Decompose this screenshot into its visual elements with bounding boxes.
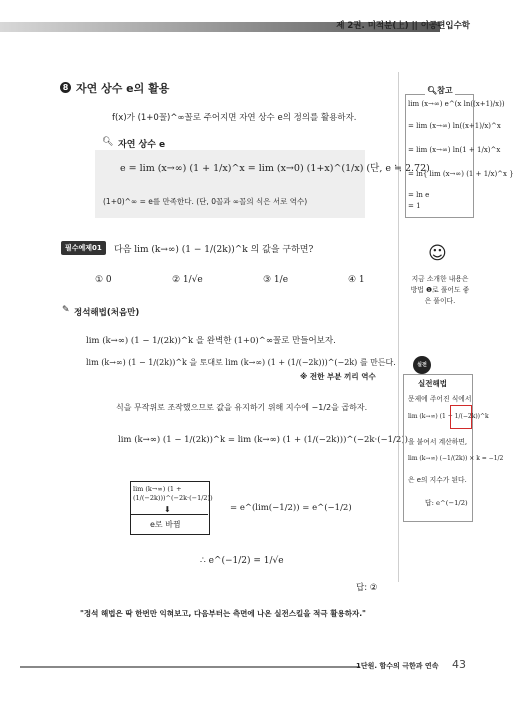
tip-badge: 실전 [413, 356, 431, 374]
pencil-icon: ✎ [62, 305, 70, 315]
footer-chapter: 1단원. 함수의 극한과 연속 [356, 662, 439, 670]
magnifier-icon: 🔍︎ [102, 137, 114, 147]
box-top: lim (k→∞) (1 + (1/(−2k)))^(−2k·(−1/2)) [133, 485, 213, 502]
solution-line-3: 식을 무작위로 조작했으므로 값을 유지하기 위해 지수에 −1/2을 곱하자. [116, 403, 368, 412]
ref-line-3: = lim (x→∞) ln(1 + 1/x)^x [408, 146, 501, 154]
solution-heading: 정석해법(처음만) [74, 308, 140, 318]
solution-line-5: = e^(lim(−1/2)) = e^(−1/2) [230, 503, 352, 513]
definition-heading: 자연 상수 e [118, 140, 166, 150]
choice-1: ① 0 [95, 275, 112, 285]
section-title: 자연 상수 e의 활용 [76, 82, 170, 95]
header-title: 제 2권. 미적분(上) || 이공편입수학 [336, 21, 470, 31]
tip-line-4: lim (k→∞) (−1/(2k)) × k = −1/2 [408, 455, 504, 462]
solution-line-2: lim (k→∞) (1 − 1/(2k))^k 을 토대로 lim (k→∞) (1 + (1/(−2k)))^(−2k) 를 만든다. [86, 358, 396, 367]
ref-line-4: = ln{ lim (x→∞) (1 + 1/x)^x } [408, 170, 514, 178]
choice-3: ③ 1/e [263, 275, 289, 285]
student-icon: ☺ [428, 243, 447, 264]
section-number: 8 [60, 82, 71, 93]
down-arrow-icon: ⬇ [164, 505, 171, 514]
intro-text: f(x)가 (1+0꼴)^∞꼴로 주어지면 자연 상수 e의 정의를 활용하자. [112, 113, 357, 123]
column-divider [398, 72, 399, 582]
definition-formula: e = lim (x→∞) (1 + 1/x)^x = lim (x→0) (1+x)^(1/x) (단, e ≒ 2.72) [120, 163, 430, 174]
ref-line-2: = lim (x→∞) ln((x+1)/x)^x [408, 122, 501, 130]
footer-bar [20, 666, 360, 668]
tip-line-3: 을 붙여서 계산하면, [408, 438, 468, 446]
definition-note: (1+0)^∞ = e를 만족한다. (단, 0꼴과 ∞꼴의 식은 서로 역수) [103, 197, 308, 206]
ref-line-6: = 1 [408, 202, 421, 210]
answer: 답: ② [356, 583, 378, 593]
solution-line-1: lim (k→∞) (1 − 1/(2k))^k 을 완벽한 (1+0)^∞꼴로 만들어보자. [86, 336, 336, 346]
example-question: 다음 lim (k→∞) (1 − 1/(2k))^k 의 값을 구하면? [114, 245, 314, 255]
closing-quote: "정석 해법은 딱 한번만 익혀보고, 다음부터는 측면에 나온 실전스킬을 적극 활용하자." [80, 609, 366, 618]
choice-4: ④ 1 [348, 275, 365, 285]
tip-title: 실전해법 [418, 379, 447, 388]
box-separator [130, 514, 208, 515]
tip-line-2: lim (k→∞) (1 + 1/(−2k))^k [408, 413, 489, 420]
solution-line-2-note: ※ 전한 부분 끼리 역수 [300, 372, 376, 381]
sidebar-note: 지금 소개한 내용은 방법 ❶로 풀어도 좋은 풀이다. [410, 275, 470, 305]
reference-title-label: 참고 [437, 86, 453, 95]
tip-line-5: 은 e의 지수가 된다. [408, 476, 467, 484]
tip-answer: 답: e^(−1/2) [425, 499, 468, 507]
box-bottom: e로 바뀜 [150, 520, 181, 529]
highlight-red-box [450, 405, 472, 429]
example-badge: 필수예제01 [61, 241, 106, 255]
choice-2: ② 1/√e [172, 275, 203, 285]
page-number: 43 [452, 658, 466, 671]
tip-line-1: 문제에 주어진 식에서 [408, 395, 472, 403]
ref-line-1: lim (x→∞) e^(x ln((x+1)/x)) [408, 100, 505, 108]
ref-line-5: = ln e [408, 191, 430, 199]
reference-box [405, 94, 474, 218]
solution-line-4: lim (k→∞) (1 − 1/(2k))^k = lim (k→∞) (1 + (1/(−2k)))^(−2k·(−1/2)) [118, 435, 408, 445]
search-icon: 🔍︎ [427, 86, 438, 95]
solution-line-6: ∴ e^(−1/2) = 1/√e [200, 556, 284, 566]
reference-title [425, 85, 455, 96]
